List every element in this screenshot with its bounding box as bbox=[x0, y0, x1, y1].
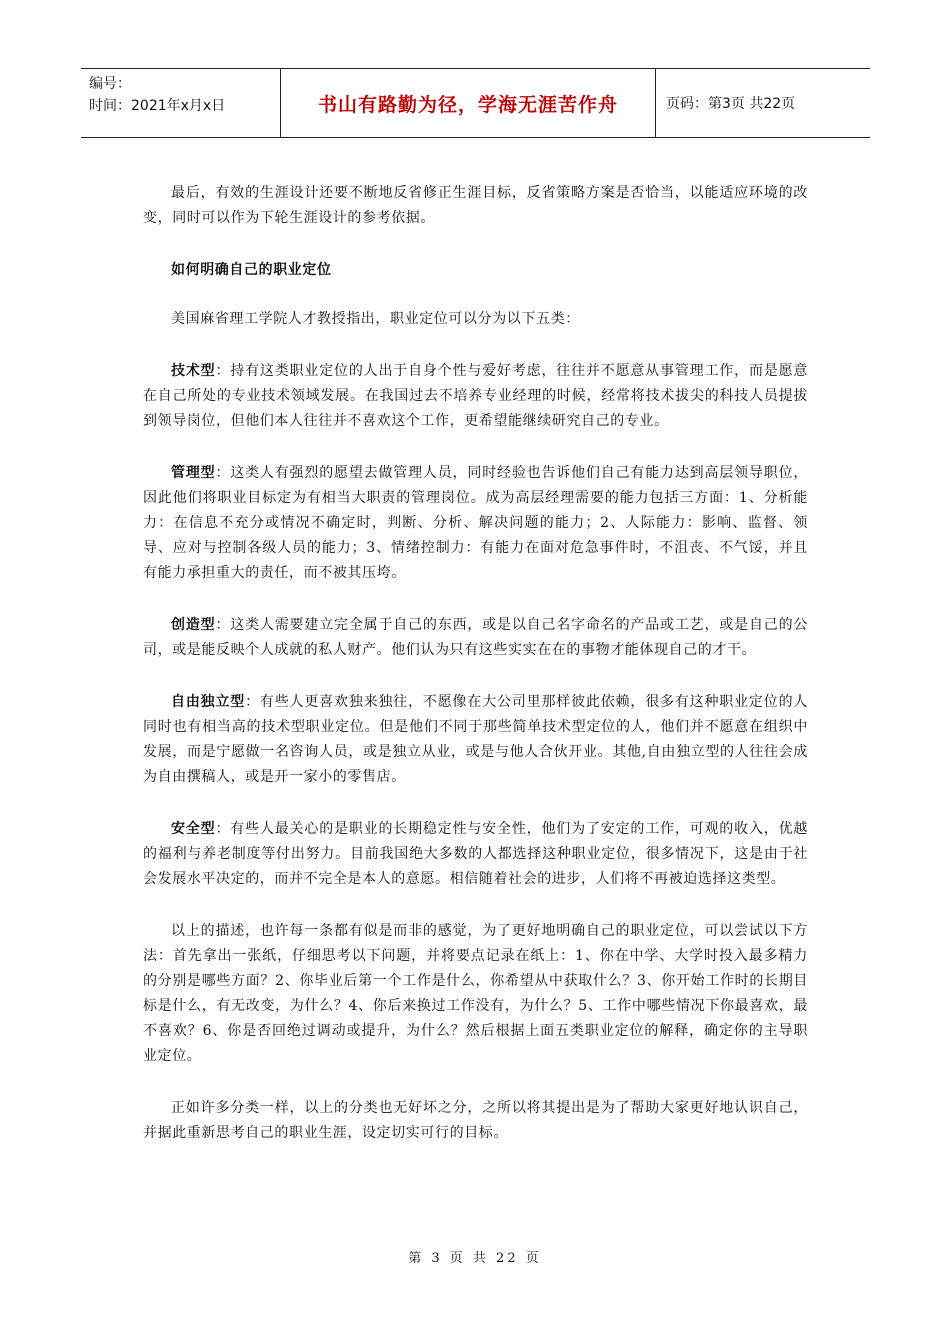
page-footer: 第 3 页 共 22 页 bbox=[408, 1251, 542, 1266]
type-text-security: ：有些人最关心的是职业的长期稳定性与安全性，他们为了安定的工作，可观的收入，优越的福利与养老制度等付出努力。目前我国绝大多数的人都选择这种职业定位，很多情况下，这是由于社会发展水平决定的，而并不完全是本人的意愿。相信随着社会的进步，人们将不再被迫选择这类型。 bbox=[143, 821, 808, 887]
type-label-independent: 自由独立型 bbox=[171, 694, 246, 710]
paragraph-management-type bbox=[143, 461, 808, 586]
paragraph-conclusion: 最后，有效的生涯设计还要不断地反省修正生涯目标，反省策略方案是否恰当，以能适应环境的改变，同时可以作为下轮生涯设计的参考依据。 bbox=[143, 185, 808, 226]
paragraph-independent-type bbox=[143, 690, 808, 790]
header-motto-cell bbox=[281, 69, 656, 137]
header-motto: 书山有路勤为径，学海无涯苦作舟 bbox=[317, 93, 618, 116]
document-body bbox=[143, 181, 808, 1173]
header-page-cell bbox=[656, 69, 870, 137]
paragraph-technical-type bbox=[143, 359, 808, 434]
page-header bbox=[81, 68, 870, 138]
header-meta-cell bbox=[81, 69, 281, 137]
paragraph-security-type bbox=[143, 817, 808, 892]
document-date-label: 时间：2021年x月x日 bbox=[89, 98, 226, 114]
paragraph-closing: 正如许多分类一样，以上的分类也无好坏之分，之所以将其提出是为了帮助大家更好地认识自己，并据此重新思考自己的职业生涯，设定切实可行的目标。 bbox=[143, 1100, 808, 1141]
type-text-independent: ：有些人更喜欢独来独往，不愿像在大公司里那样彼此依赖，很多有这种职业定位的人同时也有相当高的技术型职业定位。但是他们不同于那些简单技术型定位的人，他们并不愿意在组织中发展，而是宁愿做一名咨询人员，或是独立从业，或是与他人合伙开业。其他,自由独立型的人往往会成为自由撰稿人，或是开一家小的零售店。 bbox=[143, 694, 808, 785]
type-label-security: 安全型 bbox=[171, 821, 216, 837]
paragraph-method: 以上的描述，也许每一条都有似是而非的感觉，为了更好地明确自己的职业定位，可以尝试以下方法：首先拿出一张纸，仔细思考以下问题，并将要点记录在纸上：1、你在中学、大学时投入最多精力的分别是哪些方面？2、你毕业后第一个工作是什么，你希望从中获取什么？3、你开始工作时的长期目标是什么，有无改变，为什么？4、你后来换过工作没有，为什么？5、工作中哪些情况下你最喜欢，最不喜欢？6、你是否回绝过调动或提升，为什么？然后根据上面五类职业定位的解释，确定你的主导职业定位。 bbox=[143, 923, 808, 1064]
type-text-creative: ：这类人需要建立完全属于自己的东西，或是以自己名字命名的产品或工艺，或是自己的公司，或是能反映个人成就的私人财产。他们认为只有这些实实在在的事物才能体现自己的才干。 bbox=[143, 617, 808, 658]
header-page-info: 页码：第3页 共22页 bbox=[666, 96, 796, 112]
type-label-creative: 创造型 bbox=[171, 617, 216, 633]
type-label-technical: 技术型 bbox=[171, 363, 216, 379]
type-text-technical: ：持有这类职业定位的人出于自身个性与爱好考虑，往往并不愿意从事管理工作，而是愿意在自己所处的专业技术领域发展。在我国过去不培养专业经理的时候，经常将技术拔尖的科技人员提拔到领导岗位，但他们本人往往并不喜欢这个工作，更希望能继续研究自己的专业。 bbox=[143, 363, 808, 429]
type-text-management: ：这类人有强烈的愿望去做管理人员，同时经验也告诉他们自己有能力达到高层领导职位，因此他们将职业目标定为有相当大职责的管理岗位。成为高层经理需要的能力包括三方面：1、分析能力：在信息不充分或情况不确定时，判断、分析、解决问题的能力；2、人际能力：影响、监督、领导、应对与控制各级人员的能力；3、情绪控制力：有能力在面对危急事件时，不沮丧、不气馁，并且有能力承担重大的责任，而不被其压垮。 bbox=[143, 465, 808, 581]
section-heading: 如何明确自己的职业定位 bbox=[171, 262, 332, 278]
document-number-label: 编号： bbox=[89, 76, 131, 92]
type-label-management: 管理型 bbox=[171, 465, 216, 481]
paragraph-creative-type bbox=[143, 613, 808, 663]
paragraph-intro: 美国麻省理工学院人才教授指出，职业定位可以分为以下五类： bbox=[171, 311, 580, 327]
